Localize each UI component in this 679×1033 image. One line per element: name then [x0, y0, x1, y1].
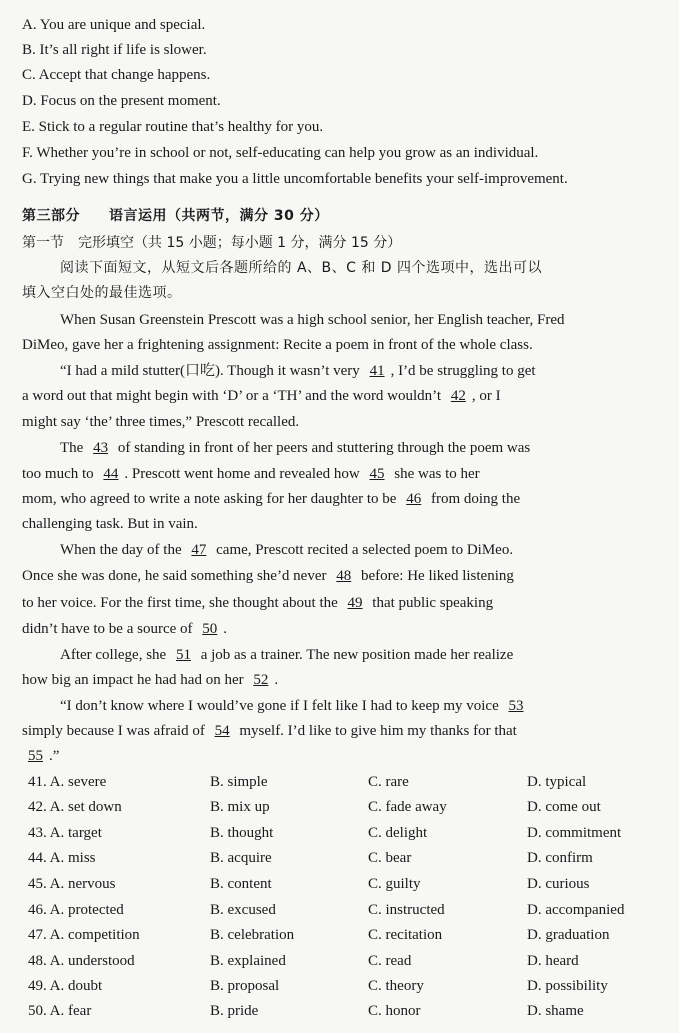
subsection-title: 第一节 完形填空（共 15 小题；每小题 1 分，满分 15 分） — [22, 235, 402, 251]
blank-51: 51 — [175, 647, 191, 663]
choice-a: 46. A. protected — [28, 902, 124, 918]
option-f: F. Whether you’re in school or not, self-educating can help you grow as an individual. — [22, 145, 539, 161]
choice-b: B. excused — [210, 902, 276, 918]
choice-a: 50. A. fear — [28, 1003, 92, 1019]
passage-text: of standing in front of her peers and stuttering through the poem was — [114, 440, 531, 456]
passage-line — [60, 361, 536, 381]
option-e: E. Stick to a regular routine that’s healthy for you. — [22, 119, 324, 135]
choice-c: C. instructed — [368, 902, 445, 918]
blank-50: 50 — [202, 621, 218, 637]
blank-54: 54 — [214, 723, 230, 739]
option-g: G. Trying new things that make you a little uncomfortable benefits your self-improvement. — [22, 171, 568, 187]
blank-49: 49 — [347, 595, 363, 611]
blank-41: 41 — [369, 363, 385, 379]
choice-a: 41. A. severe — [28, 774, 107, 790]
passage-line: DiMeo, gave her a frightening assignment: Recite a poem in front of the whole class. — [22, 337, 533, 353]
passage-line: challenging task. But in vain. — [22, 516, 198, 532]
passage-text: .” — [49, 748, 60, 764]
passage-text: myself. I’d like to give him my thanks for that — [235, 723, 517, 739]
instruction-line-2: 填入空白处的最佳选项。 — [22, 285, 182, 301]
choice-d: D. commitment — [527, 825, 622, 841]
passage-text: “I had a mild stutter(口吃). Though it wasn’t very — [60, 363, 364, 379]
passage-text: too much to — [22, 466, 98, 482]
choice-a: 42. A. set down — [28, 799, 122, 815]
passage-text: to her voice. For the first time, she thought about the — [22, 595, 342, 611]
passage-text: . — [223, 621, 228, 637]
passage-text: After college, she — [60, 647, 170, 663]
blank-46: 46 — [406, 491, 422, 507]
blank-45: 45 — [369, 466, 385, 482]
choice-d: D. graduation — [527, 927, 610, 943]
choice-d: D. come out — [527, 799, 601, 815]
choice-d: D. shame — [527, 1003, 584, 1019]
blank-44: 44 — [103, 466, 119, 482]
passage-line — [22, 566, 514, 586]
passage-line — [22, 619, 227, 639]
passage-text: , I’d be struggling to get — [390, 363, 536, 379]
choice-d: D. possibility — [527, 978, 608, 994]
choice-a: 44. A. miss — [28, 850, 96, 866]
option-b: B. It’s all right if life is slower. — [22, 42, 207, 58]
choice-b: B. proposal — [210, 978, 280, 994]
choice-c: C. read — [368, 953, 412, 969]
choice-b: B. celebration — [210, 927, 295, 943]
choice-c: C. delight — [368, 825, 428, 841]
passage-text: a word out that might begin with ‘D’ or a ‘TH’ and the word wouldn’t — [22, 388, 445, 404]
choice-d: D. confirm — [527, 850, 593, 866]
blank-55: 55 — [28, 748, 43, 764]
blank-52: 52 — [253, 672, 269, 688]
option-c: C. Accept that change happens. — [22, 67, 211, 83]
blank-43: 43 — [93, 440, 109, 456]
passage-text: came, Prescott recited a selected poem to DiMeo. — [212, 542, 514, 558]
passage-text: she was to her — [390, 466, 480, 482]
passage-line — [22, 721, 517, 741]
choice-a: 43. A. target — [28, 825, 102, 841]
passage-line — [60, 438, 530, 458]
passage-line — [60, 540, 513, 560]
blank-47: 47 — [191, 542, 207, 558]
choice-a: 45. A. nervous — [28, 876, 116, 892]
option-d: D. Focus on the present moment. — [22, 93, 221, 109]
choice-d: D. heard — [527, 953, 579, 969]
choice-d: D. accompanied — [527, 902, 625, 918]
choice-c: C. recitation — [368, 927, 443, 943]
choice-b: B. acquire — [210, 850, 272, 866]
choice-c: C. bear — [368, 850, 412, 866]
passage-text: from doing the — [427, 491, 521, 507]
passage-line — [60, 645, 513, 665]
choice-b: B. explained — [210, 953, 286, 969]
passage-line — [22, 746, 59, 766]
choice-a: 47. A. competition — [28, 927, 140, 943]
passage-text: didn’t have to be a source of — [22, 621, 197, 637]
passage-line: might say ‘the’ three times,” Prescott recalled. — [22, 414, 300, 430]
passage-line — [22, 593, 493, 613]
passage-text: mom, who agreed to write a note asking for her daughter to be — [22, 491, 401, 507]
passage-line — [22, 386, 501, 406]
choice-a: 49. A. doubt — [28, 978, 103, 994]
passage-line — [22, 464, 480, 484]
passage-line — [60, 696, 530, 716]
choice-b: B. mix up — [210, 799, 270, 815]
passage-text: simply because I was afraid of — [22, 723, 209, 739]
passage-text: The — [60, 440, 88, 456]
blank-48: 48 — [336, 568, 352, 584]
choice-c: C. fade away — [368, 799, 447, 815]
passage-text: , or I — [471, 388, 501, 404]
passage-text: before: He liked listening — [357, 568, 514, 584]
passage-line — [22, 489, 520, 509]
passage-text: a job as a trainer. The new position made her realize — [196, 647, 514, 663]
option-a: A. You are unique and special. — [22, 17, 206, 33]
choice-c: C. honor — [368, 1003, 421, 1019]
passage-text: . — [274, 672, 279, 688]
passage-line: When Susan Greenstein Prescott was a high school senior, her English teacher, Fred — [60, 312, 565, 328]
blank-53: 53 — [508, 698, 524, 714]
choice-c: C. theory — [368, 978, 424, 994]
choice-c: C. guilty — [368, 876, 421, 892]
passage-text: When the day of the — [60, 542, 186, 558]
part-title: 第三部分 语言运用（共两节，满分 30 分） — [22, 208, 329, 224]
passage-text: how big an impact he had had on her — [22, 672, 248, 688]
blank-42: 42 — [450, 388, 466, 404]
choice-b: B. simple — [210, 774, 268, 790]
choice-d: D. curious — [527, 876, 590, 892]
instruction-line-1: 阅读下面短文，从短文后各题所给的 A、B、C 和 D 四个选项中，选出可以 — [60, 260, 543, 276]
passage-line — [22, 670, 278, 690]
passage-text: . Prescott went home and revealed how — [124, 466, 364, 482]
choice-a: 48. A. understood — [28, 953, 135, 969]
choice-c: C. rare — [368, 774, 409, 790]
choice-b: B. content — [210, 876, 272, 892]
passage-text: that public speaking — [368, 595, 494, 611]
choice-d: D. typical — [527, 774, 587, 790]
choice-b: B. pride — [210, 1003, 259, 1019]
passage-text: Once she was done, he said something she’d never — [22, 568, 331, 584]
choice-b: B. thought — [210, 825, 274, 841]
passage-text: “I don’t know where I would’ve gone if I felt like I had to keep my voice — [60, 698, 503, 714]
